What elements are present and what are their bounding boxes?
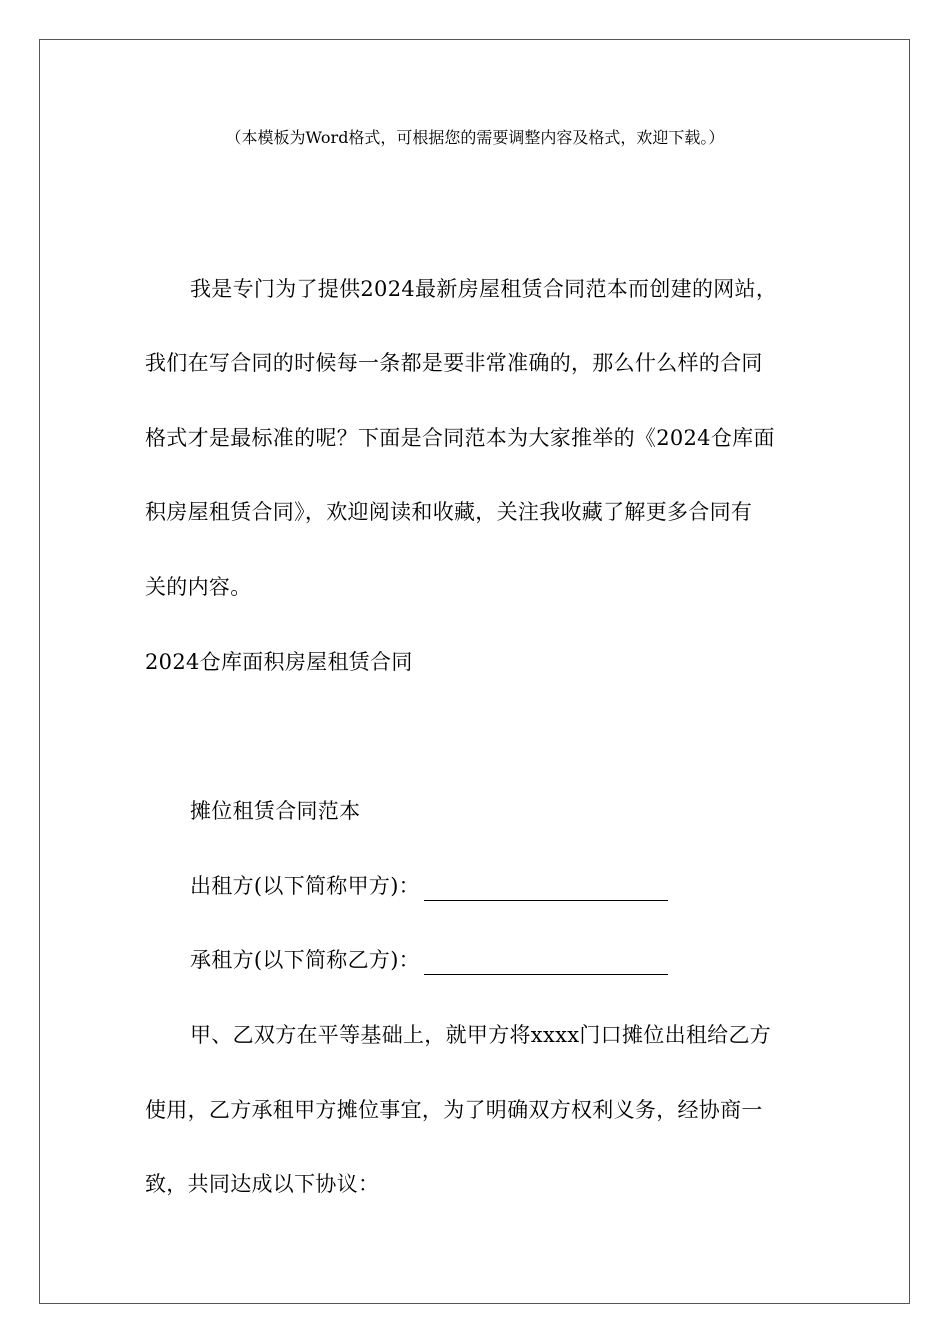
lessee-row bbox=[190, 945, 668, 975]
lessee-label: 承租方(以下简称乙方)： bbox=[190, 948, 420, 972]
header-notice: （本模板为Word格式，可根据您的需要调整内容及格式，欢迎下载。） bbox=[225, 128, 725, 147]
intro-line-3: 格式才是最标准的呢？下面是合同范本为大家推举的《2024仓库面 bbox=[145, 426, 775, 450]
intro-line-4: 积房屋租赁合同》，欢迎阅读和收藏，关注我收藏了解更多合同有 bbox=[145, 500, 753, 524]
intro-line-5: 关的内容。 bbox=[145, 575, 252, 599]
intro-line-2: 我们在写合同的时候每一条都是要非常准确的，那么什么样的合同 bbox=[145, 351, 763, 375]
document-title: 2024仓库面积房屋租赁合同 bbox=[145, 650, 413, 674]
lessor-label: 出租方(以下简称甲方)： bbox=[190, 874, 420, 898]
agreement-line-1: 甲、乙双方在平等基础上，就甲方将xxxx门口摊位出租给乙方 bbox=[190, 1023, 772, 1047]
lessee-blank bbox=[424, 952, 668, 975]
agreement-line-2: 使用，乙方承租甲方摊位事宜，为了明确双方权利义务，经协商一 bbox=[145, 1098, 763, 1122]
agreement-line-3: 致，共同达成以下协议： bbox=[145, 1172, 380, 1196]
intro-line-1: 我是专门为了提供2024最新房屋租赁合同范本而创建的网站， bbox=[190, 277, 778, 301]
section-title: 摊位租赁合同范本 bbox=[190, 799, 361, 823]
lessor-blank bbox=[424, 878, 668, 901]
lessor-row bbox=[190, 871, 668, 901]
